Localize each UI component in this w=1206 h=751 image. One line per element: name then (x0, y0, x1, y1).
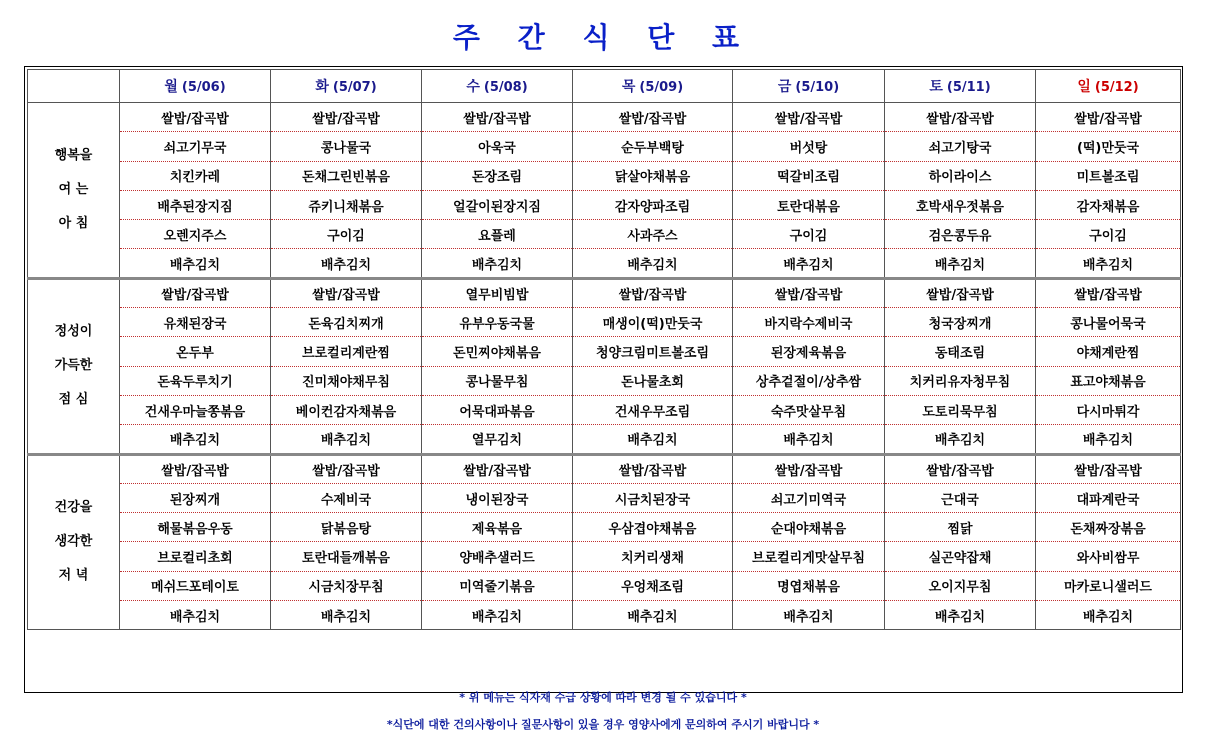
menu-item: 검은콩두유 (885, 220, 1036, 249)
meal-name-line: 건강을 (54, 500, 93, 516)
menu-item: 미역줄기볶음 (422, 571, 573, 600)
menu-item: 미트볼조림 (1036, 161, 1181, 190)
menu-row (28, 337, 1181, 366)
menu-item: 숙주맛살무침 (733, 395, 885, 424)
menu-item: 메쉬드포테이토 (120, 571, 271, 600)
menu-item: 열무김치 (422, 425, 573, 454)
menu-item: 구이김 (271, 220, 422, 249)
menu-item: 양배추샐러드 (422, 542, 573, 571)
menu-item: 콩나물무침 (422, 366, 573, 395)
menu-row (28, 103, 1181, 132)
menu-item: 도토리묵무침 (885, 395, 1036, 424)
menu-item: 제육볶음 (422, 513, 573, 542)
day-header-5 (885, 70, 1036, 103)
menu-item: 명엽채볶음 (733, 571, 885, 600)
menu-row (28, 425, 1181, 454)
menu-item: 감자양파조림 (573, 190, 733, 219)
day-date-label: (5/07) (332, 80, 377, 95)
menu-item: 구이김 (733, 220, 885, 249)
menu-row (28, 483, 1181, 512)
menu-item: 유채된장국 (120, 308, 271, 337)
menu-item: 열무비빔밥 (422, 278, 573, 307)
day-header-2 (422, 70, 573, 103)
menu-item: 쇠고기탕국 (885, 132, 1036, 161)
menu-item: (떡)만둣국 (1036, 132, 1181, 161)
menu-item: 쌀밥/잡곡밥 (1036, 278, 1181, 307)
menu-row (28, 571, 1181, 600)
menu-item: 대파계란국 (1036, 483, 1181, 512)
menu-item: 쌀밥/잡곡밥 (120, 454, 271, 483)
meal-name-line: 여 는 (58, 181, 89, 197)
menu-row (28, 220, 1181, 249)
menu-item: 배추된장지짐 (120, 190, 271, 219)
weekday-icon: 수 (466, 79, 480, 95)
menu-item: 배추김치 (1036, 249, 1181, 278)
menu-item: 동태조림 (885, 337, 1036, 366)
menu-item: 돈육두루치기 (120, 366, 271, 395)
menu-item: 우엉채조림 (573, 571, 733, 600)
menu-item: 배추김치 (733, 425, 885, 454)
menu-item: 시금치된장국 (573, 483, 733, 512)
menu-item: 치커리생채 (573, 542, 733, 571)
menu-item: 배추김치 (271, 601, 422, 630)
menu-item: 쌀밥/잡곡밥 (120, 278, 271, 307)
menu-item: 브로컬리초회 (120, 542, 271, 571)
weekday-icon: 토 (929, 79, 943, 95)
meal-name-line: 생각한 (54, 534, 93, 550)
menu-item: 쌀밥/잡곡밥 (573, 103, 733, 132)
note-change: * 위 메뉴는 식자재 수급 상황에 따라 변경 될 수 있습니다 * (459, 691, 747, 704)
note-contact: *식단에 대한 건의사항이나 질문사항이 있을 경우 영양사에게 문의하여 주시기 바랍니다 * (386, 718, 820, 731)
menu-item: 브로컬리게맛살무침 (733, 542, 885, 571)
menu-item: 콩나물국 (271, 132, 422, 161)
menu-item: 버섯탕 (733, 132, 885, 161)
menu-item: 쌀밥/잡곡밥 (271, 103, 422, 132)
menu-item: 된장제육볶음 (733, 337, 885, 366)
menu-item: 쌀밥/잡곡밥 (1036, 103, 1181, 132)
menu-item: 배추김치 (1036, 425, 1181, 454)
menu-row (28, 161, 1181, 190)
meal-name-line: 가득한 (54, 358, 93, 374)
menu-item: 표고야채볶음 (1036, 366, 1181, 395)
menu-row (28, 132, 1181, 161)
menu-item: 배추김치 (733, 601, 885, 630)
menu-item: 배추김치 (271, 249, 422, 278)
menu-item: 청국장찌개 (885, 308, 1036, 337)
menu-item: 건새우무조림 (573, 395, 733, 424)
menu-item: 야채계란찜 (1036, 337, 1181, 366)
menu-item: 브로컬리계란찜 (271, 337, 422, 366)
menu-item: 사과주스 (573, 220, 733, 249)
menu-item: 쌀밥/잡곡밥 (271, 278, 422, 307)
menu-item: 토란대들깨볶음 (271, 542, 422, 571)
weekly-menu-table (27, 69, 1181, 630)
menu-item: 우삼겹야채볶음 (573, 513, 733, 542)
menu-item: 배추김치 (885, 425, 1036, 454)
meal-name-line: 아 침 (58, 215, 89, 231)
menu-item: 해물볶음우동 (120, 513, 271, 542)
menu-item: 근대국 (885, 483, 1036, 512)
menu-item: 쌀밥/잡곡밥 (271, 454, 422, 483)
menu-item: 수제비국 (271, 483, 422, 512)
day-header-1 (271, 70, 422, 103)
menu-item: 닭볶음탕 (271, 513, 422, 542)
menu-item: 호박새우젓볶음 (885, 190, 1036, 219)
weekday-icon: 목 (621, 79, 636, 95)
menu-item: 쌀밥/잡곡밥 (422, 454, 573, 483)
day-date-label: (5/06) (181, 80, 226, 95)
menu-item: 치커리유자청무침 (885, 366, 1036, 395)
day-header-row (28, 70, 1181, 103)
menu-item: 쌀밥/잡곡밥 (733, 103, 885, 132)
menu-item: 어묵대파볶음 (422, 395, 573, 424)
weekday-icon: 화 (315, 79, 329, 95)
day-date-label: (5/12) (1094, 80, 1139, 95)
menu-row (28, 395, 1181, 424)
menu-item: 매생이(떡)만둣국 (573, 308, 733, 337)
day-date-label: (5/10) (795, 80, 840, 95)
menu-item: 쌀밥/잡곡밥 (1036, 454, 1181, 483)
menu-item: 구이김 (1036, 220, 1181, 249)
menu-item: 청양크림미트볼조림 (573, 337, 733, 366)
menu-item: 배추김치 (120, 249, 271, 278)
menu-item: 배추김치 (1036, 601, 1181, 630)
meal-name-cell (28, 454, 120, 630)
menu-item: 돈육김치찌개 (271, 308, 422, 337)
menu-item: 쌀밥/잡곡밥 (733, 454, 885, 483)
menu-item: 떡갈비조림 (733, 161, 885, 190)
menu-item: 시금치장무침 (271, 571, 422, 600)
weekday-icon: 월 (164, 79, 178, 95)
menu-item: 마카로니샐러드 (1036, 571, 1181, 600)
menu-item: 쌀밥/잡곡밥 (885, 278, 1036, 307)
meal-name-cell (28, 103, 120, 279)
corner-cell (28, 70, 120, 103)
menu-item: 쌀밥/잡곡밥 (573, 278, 733, 307)
menu-row (28, 513, 1181, 542)
menu-item: 배추김치 (422, 249, 573, 278)
menu-item: 유부우동국물 (422, 308, 573, 337)
menu-item: 하이라이스 (885, 161, 1036, 190)
day-header-3 (573, 70, 733, 103)
weekday-icon: 일 (1077, 79, 1091, 95)
menu-row (28, 454, 1181, 483)
menu-item: 쌀밥/잡곡밥 (733, 278, 885, 307)
menu-item: 감자채볶음 (1036, 190, 1181, 219)
menu-item: 실곤약잡채 (885, 542, 1036, 571)
menu-item: 배추김치 (573, 425, 733, 454)
menu-item: 콩나물어묵국 (1036, 308, 1181, 337)
menu-item: 돈민찌야채볶음 (422, 337, 573, 366)
menu-item: 배추김치 (573, 601, 733, 630)
day-header-0 (120, 70, 271, 103)
menu-row (28, 366, 1181, 395)
menu-item: 닭살야채볶음 (573, 161, 733, 190)
page-title: 주 간 식 단 표 (452, 21, 754, 54)
meal-name-line: 행복을 (54, 147, 93, 163)
menu-item: 토란대볶음 (733, 190, 885, 219)
menu-item: 된장찌개 (120, 483, 271, 512)
menu-item: 돈나물초회 (573, 366, 733, 395)
menu-item: 치킨카레 (120, 161, 271, 190)
menu-item: 다시마튀각 (1036, 395, 1181, 424)
day-header-6 (1036, 70, 1181, 103)
menu-item: 돈채그린빈볶음 (271, 161, 422, 190)
menu-item: 아욱국 (422, 132, 573, 161)
menu-item: 배추김치 (120, 601, 271, 630)
menu-item: 순두부백탕 (573, 132, 733, 161)
menu-item: 온두부 (120, 337, 271, 366)
day-date-label: (5/08) (483, 80, 528, 95)
menu-item: 배추김치 (422, 601, 573, 630)
day-date-label: (5/11) (946, 80, 991, 95)
menu-item: 건새우마늘쫑볶음 (120, 395, 271, 424)
day-date-label: (5/09) (639, 80, 684, 95)
menu-row (28, 601, 1181, 630)
menu-item: 배추김치 (885, 249, 1036, 278)
menu-item: 쥬키니채볶음 (271, 190, 422, 219)
menu-item: 쌀밥/잡곡밥 (120, 103, 271, 132)
meal-name-line: 점 심 (58, 392, 89, 408)
menu-item: 쌀밥/잡곡밥 (573, 454, 733, 483)
menu-row (28, 542, 1181, 571)
meal-name-line: 정성이 (54, 324, 93, 340)
menu-item: 찜닭 (885, 513, 1036, 542)
menu-item: 상추겉절이/상추쌈 (733, 366, 885, 395)
menu-item: 쇠고기무국 (120, 132, 271, 161)
menu-item: 배추김치 (885, 601, 1036, 630)
menu-item: 돈채짜장볶음 (1036, 513, 1181, 542)
menu-item: 베이컨감자채볶음 (271, 395, 422, 424)
menu-row (28, 308, 1181, 337)
meal-name-line: 저 녁 (58, 568, 89, 584)
menu-item: 쌀밥/잡곡밥 (885, 103, 1036, 132)
menu-row (28, 278, 1181, 307)
menu-item: 배추김치 (573, 249, 733, 278)
day-header-4 (733, 70, 885, 103)
menu-item: 얼갈이된장지짐 (422, 190, 573, 219)
menu-item: 오이지무침 (885, 571, 1036, 600)
menu-item: 진미채야채무침 (271, 366, 422, 395)
menu-item: 바지락수제비국 (733, 308, 885, 337)
menu-item: 배추김치 (120, 425, 271, 454)
menu-row (28, 249, 1181, 278)
menu-item: 쇠고기미역국 (733, 483, 885, 512)
menu-item: 요플레 (422, 220, 573, 249)
weekday-icon: 금 (777, 79, 792, 95)
menu-item: 배추김치 (271, 425, 422, 454)
menu-item: 순대야채볶음 (733, 513, 885, 542)
menu-item: 배추김치 (733, 249, 885, 278)
meal-name-cell (28, 278, 120, 454)
menu-item: 냉이된장국 (422, 483, 573, 512)
menu-item: 와사비쌈무 (1036, 542, 1181, 571)
menu-item: 돈장조림 (422, 161, 573, 190)
menu-item: 쌀밥/잡곡밥 (885, 454, 1036, 483)
menu-row (28, 190, 1181, 219)
menu-item: 쌀밥/잡곡밥 (422, 103, 573, 132)
menu-item: 오렌지주스 (120, 220, 271, 249)
